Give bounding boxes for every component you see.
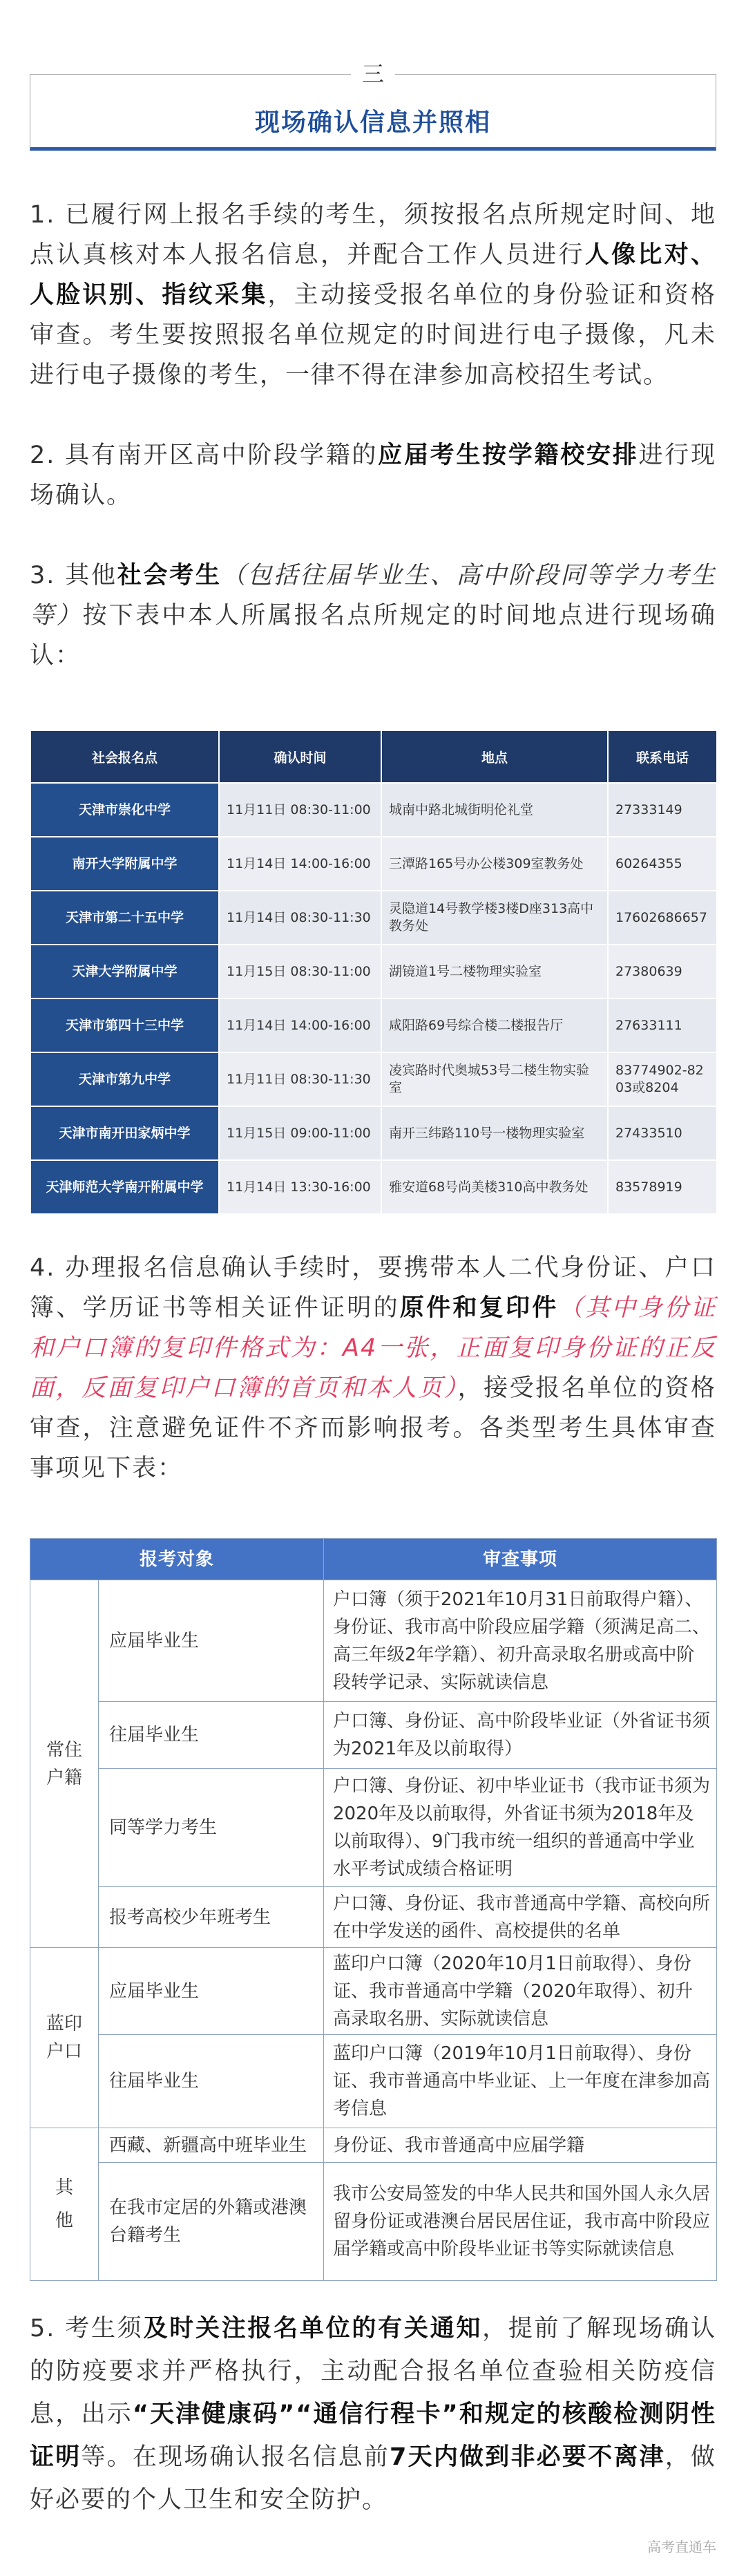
- candidate-type: 西藏、新疆高中班毕业生: [99, 2128, 324, 2163]
- site-table-cell-site: 天津市南开田家炳中学: [30, 1106, 219, 1160]
- site-table-cell-address: 凌宾路时代奥城53号二楼生物实验室: [381, 1052, 608, 1106]
- section-number: 三: [351, 59, 395, 89]
- group-label: 其他: [55, 2177, 73, 2231]
- site-table-header-time: 确认时间: [219, 730, 381, 783]
- review-table-header-row: [30, 1539, 717, 1580]
- candidate-type: 往届毕业生: [99, 1702, 324, 1769]
- site-table-cell-phone: 27633111: [608, 998, 717, 1052]
- table-row: [30, 783, 717, 837]
- p1-text-a: 1. 已履行网上报名手续的考生，须按报名点所规定时间、地点认真核对本人报名信息，并配合工作人员进行: [30, 201, 716, 269]
- p3-bold-social: 社会考生: [117, 562, 222, 589]
- p2-text-b: 进行现场确认。: [30, 442, 716, 509]
- site-table-cell-site: 天津市第四十三中学: [30, 998, 219, 1052]
- table-row: [30, 1580, 717, 1702]
- table-row: [30, 891, 717, 945]
- table-row: [30, 1160, 717, 1214]
- p2-text-a: 2. 具有南开区高中阶段学籍的: [30, 442, 379, 469]
- group-cell-other: [30, 2128, 99, 2281]
- site-table-cell-phone: 83774902-8203或8204: [608, 1052, 717, 1106]
- site-table-cell-time: 11月11日 08:30-11:00: [219, 783, 381, 837]
- p5-text-b: ，提前了解现场确认的防疫要求并严格执行，主动配合报名单位查验相关防疫信息，出示: [30, 2315, 716, 2428]
- site-table-cell-phone: 27380639: [608, 945, 717, 998]
- site-table-cell-site: 天津市第九中学: [30, 1052, 219, 1106]
- site-table-header-phone: 联系电话: [608, 730, 717, 783]
- site-table-cell-time: 11月15日 08:30-11:00: [219, 945, 381, 998]
- group-label: 常住户籍: [46, 1739, 82, 1788]
- paragraph-current-students: [30, 435, 716, 515]
- candidate-type: 同等学力考生: [99, 1769, 324, 1887]
- site-table-cell-phone: 17602686657: [608, 891, 717, 945]
- site-table: [30, 730, 718, 1215]
- review-table-header-target: 报考对象: [30, 1539, 324, 1580]
- section-header: [30, 61, 716, 151]
- table-row: [30, 1948, 717, 2035]
- paragraph-epidemic-prevention: [30, 2307, 716, 2521]
- review-items: 我市公安局签发的中华人民共和国外国人永久居留身份证或港澳台居民居住证，我市高中阶段应届学籍或高中阶段毕业证书等实际就读信息: [324, 2163, 717, 2281]
- section-title: 现场确认信息并照相: [254, 108, 491, 137]
- site-table-cell-address: 城南中路北城街明伦礼堂: [381, 783, 608, 837]
- p3-text-a: 3. 其他: [30, 562, 117, 589]
- candidate-type: 往届毕业生: [99, 2035, 324, 2128]
- review-items: 身份证、我市普通高中应届学籍: [324, 2128, 717, 2163]
- table-row: [30, 837, 717, 891]
- p3-text-b: 按下表中本人所属报名点所规定的时间地点进行现场确认：: [30, 602, 716, 670]
- site-table-header-row: [30, 730, 717, 783]
- review-items: 户口簿、身份证、高中阶段毕业证（外省证书须为2021年及以前取得）: [324, 1702, 717, 1769]
- table-row: [30, 1769, 717, 1887]
- site-table-cell-address: 雅安道68号尚美楼310高中教务处: [381, 1160, 608, 1214]
- table-row: [30, 1702, 717, 1769]
- table-row: [30, 945, 717, 998]
- watermark-text: 高考直通车: [647, 2539, 716, 2555]
- candidate-type: 在我市定居的外籍或港澳台籍考生: [99, 2163, 324, 2281]
- review-items: 蓝印户口簿（2020年10月1日前取得）、身份证、我市普通高中学籍（2020年取得）、初升高录取名册、实际就读信息: [324, 1948, 717, 2035]
- candidate-type: 应届毕业生: [99, 1580, 324, 1702]
- paragraph-documents: [30, 1248, 716, 1488]
- review-items: 蓝印户口簿（2019年10月1日前取得）、身份证、我市普通高中毕业证、上一年度在津参加高考信息: [324, 2035, 717, 2128]
- site-table-cell-time: 11月15日 09:00-11:00: [219, 1106, 381, 1160]
- paragraph-identity-check: [30, 195, 716, 395]
- group-cell-resident: [30, 1580, 99, 1948]
- p4-bold-originals: 原件和复印件: [399, 1294, 559, 1322]
- site-table-cell-phone: 27333149: [608, 783, 717, 837]
- site-table-header-site: 社会报名点: [30, 730, 219, 783]
- p5-bold-notices: 及时关注报名单位的有关通知: [143, 2315, 483, 2342]
- site-table-cell-phone: 83578919: [608, 1160, 717, 1214]
- table-row: [30, 2163, 717, 2281]
- group-cell-blue-stamp: [30, 1948, 99, 2128]
- p3-italic-note: （包括往届毕业生、高中阶段同等学力考生等）: [30, 562, 716, 629]
- p4-text-b: ，接受报名单位的资格审查，注意避免证件不齐而影响报考。各类型考生具体审查事项见下表：: [30, 1374, 716, 1482]
- site-table-cell-site: 天津大学附属中学: [30, 945, 219, 998]
- candidate-type: 应届毕业生: [99, 1948, 324, 2035]
- candidate-type: 报考高校少年班考生: [99, 1887, 324, 1948]
- site-table-cell-site: 天津市第二十五中学: [30, 891, 219, 945]
- table-row: [30, 1887, 717, 1948]
- p1-bold-biometrics: 人像比对、人脸识别、指纹采集: [30, 241, 716, 309]
- p5-text-a: 5. 考生须: [30, 2315, 144, 2342]
- site-table-cell-site: 南开大学附属中学: [30, 837, 219, 891]
- site-table-cell-time: 11月14日 08:30-11:30: [219, 891, 381, 945]
- p4-text-a: 4. 办理报名信息确认手续时，要携带本人二代身份证、户口簿、学历证书等相关证件证明的: [30, 1254, 716, 1322]
- p5-bold-health-codes: “天津健康码”“通信行程卡”和规定的核酸检测阴性证明: [30, 2400, 716, 2471]
- p5-bold-stay-in-city: 7天内做到非必要不离津: [390, 2443, 665, 2471]
- site-table-cell-phone: 60264355: [608, 837, 717, 891]
- paragraph-social-candidates: [30, 556, 716, 676]
- review-table-header-items: 审查事项: [324, 1539, 717, 1580]
- site-table-body: [30, 783, 717, 1214]
- table-row: [30, 1052, 717, 1106]
- site-table-cell-phone: 27433510: [608, 1106, 717, 1160]
- site-table-cell-address: 湖镜道1号二楼物理实验室: [381, 945, 608, 998]
- site-table-cell-time: 11月11日 08:30-11:30: [219, 1052, 381, 1106]
- review-items: 户口簿、身份证、初中毕业证书（我市证书须为2020年及以前取得，外省证书须为2018年及以前取得）、9门我市统一组织的普通高中学业水平考试成绩合格证明: [324, 1769, 717, 1887]
- site-table-cell-address: 咸阳路69号综合楼二楼报告厅: [381, 998, 608, 1052]
- site-table-cell-address: 灵隐道14号教学楼3楼D座313高中教务处: [381, 891, 608, 945]
- site-table-cell-site: 天津市崇化中学: [30, 783, 219, 837]
- site-table-cell-address: 南开三纬路110号一楼物理实验室: [381, 1106, 608, 1160]
- group-label: 蓝印户口: [46, 2014, 82, 2062]
- p5-text-c: 等。在现场确认报名信息前: [81, 2443, 390, 2471]
- site-table-cell-time: 11月14日 14:00-16:00: [219, 837, 381, 891]
- table-row: [30, 2128, 717, 2163]
- site-table-header-address: 地点: [381, 730, 608, 783]
- review-items: 户口簿（须于2021年10月31日前取得户籍）、身份证、我市高中阶段应届学籍（须满足高二、高三年级2年学籍）、初升高录取名册或高中阶段转学记录、实际就读信息: [324, 1580, 717, 1702]
- site-table-cell-site: 天津师范大学南开附属中学: [30, 1160, 219, 1214]
- p2-bold-school-arrangement: 应届考生按学籍校安排: [378, 442, 639, 469]
- table-row: [30, 1106, 717, 1160]
- p1-text-b: ，主动接受报名单位的身份验证和资格审查。考生要按照报名单位规定的时间进行电子摄像，凡未进行电子摄像的考生，一律不得在津参加高校招生考试。: [30, 281, 716, 389]
- p5-text-d: ，做好必要的个人卫生和安全防护。: [30, 2443, 716, 2514]
- review-items: 户口簿、身份证、我市普通高中学籍、高校向所在中学发送的函件、高校提供的名单: [324, 1887, 717, 1948]
- p4-red-copy-format: （其中身份证和户口簿的复印件格式为：A4一张，正面复印身份证的正反面，反面复印户口簿的首页和本人页）: [30, 1294, 716, 1402]
- site-table-cell-address: 三潭路165号办公楼309室教务处: [381, 837, 608, 891]
- review-table: [30, 1538, 717, 2281]
- table-row: [30, 2035, 717, 2128]
- site-table-cell-time: 11月14日 13:30-16:00: [219, 1160, 381, 1214]
- table-row: [30, 998, 717, 1052]
- site-table-cell-time: 11月14日 14:00-16:00: [219, 998, 381, 1052]
